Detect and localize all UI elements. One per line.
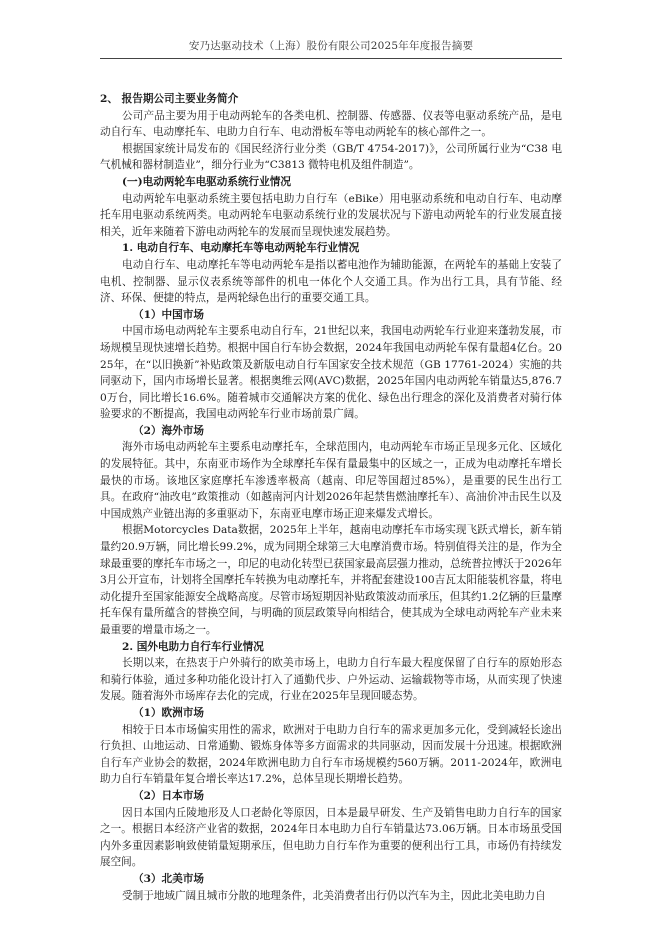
- japan-market-paragraph: 因日本国内丘陵地形及人口老龄化等原因，日本是最早研发、生产及销售电助力自行车的国家之一。根据日本经济产业省的数据，2024年日本电助力自行车销量达73.06万辆。日本市场虽受国内外多重因素影响致使销量短期承压，但电助力自行车作为重要的便利出行工具，市场仍有持续发展空间。: [100, 806, 562, 869]
- electric-two-wheeler-paragraph: 电动自行车、电动摩托车等电动两轮车是指以蓄电池作为辅助能源，在两轮车的基础上安装了电机、控制器、显示仪表系统等部件的机电一体化个人交通工具。作为出行工具，具有节能、经济、环保、便捷的特点，是两轮绿色出行的重要交通工具。: [100, 258, 562, 305]
- drive-system-paragraph: 电动两轮车电驱动系统主要包括电助力自行车（eBike）用电驱动系统和电动自行车、电动摩托车用电驱动系统两类。电动两轮车电驱动系统行业的发展状况与下游电动两轮车的行业发展直接相关，近年来随着下游电动两轮车的发展而呈现快速发展趋势。: [100, 192, 562, 238]
- section-heading: 2、 报告期公司主要业务简介: [100, 93, 239, 105]
- china-market-paragraph: 中国市场电动两轮车主要系电动自行车，21世纪以来，我国电动两轮车行业迎来蓬勃发展，市场规模呈现快速增长趋势。根据中国自行车协会数据，2024年我国电动两轮车保有量超4亿台。2025年，在“以旧换新”补贴政策及新版电动自行车国家安全技术规范（GB 17761-2024）实施的共同驱动下，国内市场增长显著。根据奥维云网(AVC)数据，2025年国内电动两轮车销量达5,876.70万台，同比增长16.6%。随着城市交通解决方案的优化、绿色出行理念的深化及消费者对骑行体验要求的不断提高，我国电动两轮车行业市场前景广阔。: [100, 325, 562, 421]
- heading-electric-two-wheeler: 1. 电动自行车、电动摩托车等电动两轮车行业情况: [122, 242, 360, 255]
- heading-ebike-industry: 2. 国外电助力自行车行业情况: [122, 640, 264, 653]
- report-body: [100, 91, 562, 904]
- europe-market-paragraph: 相较于日本市场偏实用性的需求，欧洲对于电助力自行车的需求更加多元化，受到减轻长途出行负担、山地运动、日常通勤、锻炼身体等多方面需求的共同驱动，因而发展十分迅速。根据欧洲自行车产业协会的数据，2024年欧洲电助力自行车市场规模约560万辆。2011-2024年，欧洲电助力自行车销量年复合增长率达17.2%，总体呈现长期增长趋势。: [100, 723, 562, 786]
- subsection-heading-drive-system: (一)电动两轮车电驱动系统行业情况: [122, 175, 291, 188]
- page-header: 安乃达驱动技术（上海）股份有限公司2025年年度报告摘要: [188, 40, 474, 52]
- intro-paragraph-1: 公司产品主要为用于电动两轮车的各类电机、控制器、传感器、仪表等电驱动系统产品，是电动自行车、电动摩托车、电助力自行车、电动滑板车等电动两轮车的核心部件之一。: [100, 109, 562, 139]
- heading-overseas-market: （2）海外市场: [133, 424, 204, 437]
- heading-japan-market: （2）日本市场: [133, 789, 204, 802]
- ebike-industry-paragraph: 长期以来，在热衷于户外骑行的欧美市场上，电助力自行车最大程度保留了自行车的原始形态和骑行体验，通过多种功能化设计打入了通勤代步、户外运动、运输载物等市场，从而实现了快速发展。随着海外市场库存去化的完成，行业在2025年呈现回暖态势。: [100, 657, 562, 703]
- overseas-market-paragraph-2: 根据Motorcycles Data数据，2025年上半年，越南电动摩托车市场实现飞跃式增长，新车销量约20.9万辆，同比增长99.2%，成为同期全球第三大电摩消费市场。特别值得关注的是，作为全球最重要的摩托车市场之一，印尼的电动化转型已获国家最高层强力推动，总统普拉博沃于2026年3月公开宣布，计划将全国摩托车转换为电动摩托车，并将配套建设100吉瓦太阳能装机容量，将电动化提升至国家能源安全战略高度。尽管市场短期因补贴政策波动而承压，但其约1.2亿辆的巨量摩托车保有量所蕴含的替换空间，与明确的顶层政策导向相结合，使其成为全球电动两轮车产业未来最重要的增量市场之一。: [100, 524, 562, 636]
- heading-north-america-market: （3）北美市场: [133, 872, 204, 885]
- heading-china-market: （1）中国市场: [133, 308, 204, 321]
- header-divider: [100, 58, 562, 59]
- heading-europe-market: （1）欧洲市场: [133, 706, 204, 719]
- overseas-market-paragraph-1: 海外市场电动两轮车主要系电动摩托车，全球范围内，电动两轮车市场正呈现多元化、区域化的发展特征。其中，东南亚市场作为全球摩托车保有量最集中的区域之一，正成为电动摩托车增长最快的市场。该地区家庭摩托车渗透率极高（越南、印尼等国超过85%），是重要的民生出行工具。在政府“油改电”政策推动（如越南河内计划2026年起禁售燃油摩托车）、高油价冲击民生以及中国成熟产业链出海的多重驱动下，东南亚电摩市场正迎来爆发式增长。: [100, 441, 562, 520]
- north-america-market-paragraph: 受制于地域广阔且城市分散的地理条件，北美消费者出行仍以汽车为主，因此北美电助力自: [122, 889, 546, 902]
- intro-paragraph-2: 根据国家统计局发布的《国民经济行业分类（GB/T 4754-2017)》，公司所属行业为“C38 电气机械和器材制造业”，细分行业为“C3813 微特电机及组件制造”。: [100, 142, 562, 172]
